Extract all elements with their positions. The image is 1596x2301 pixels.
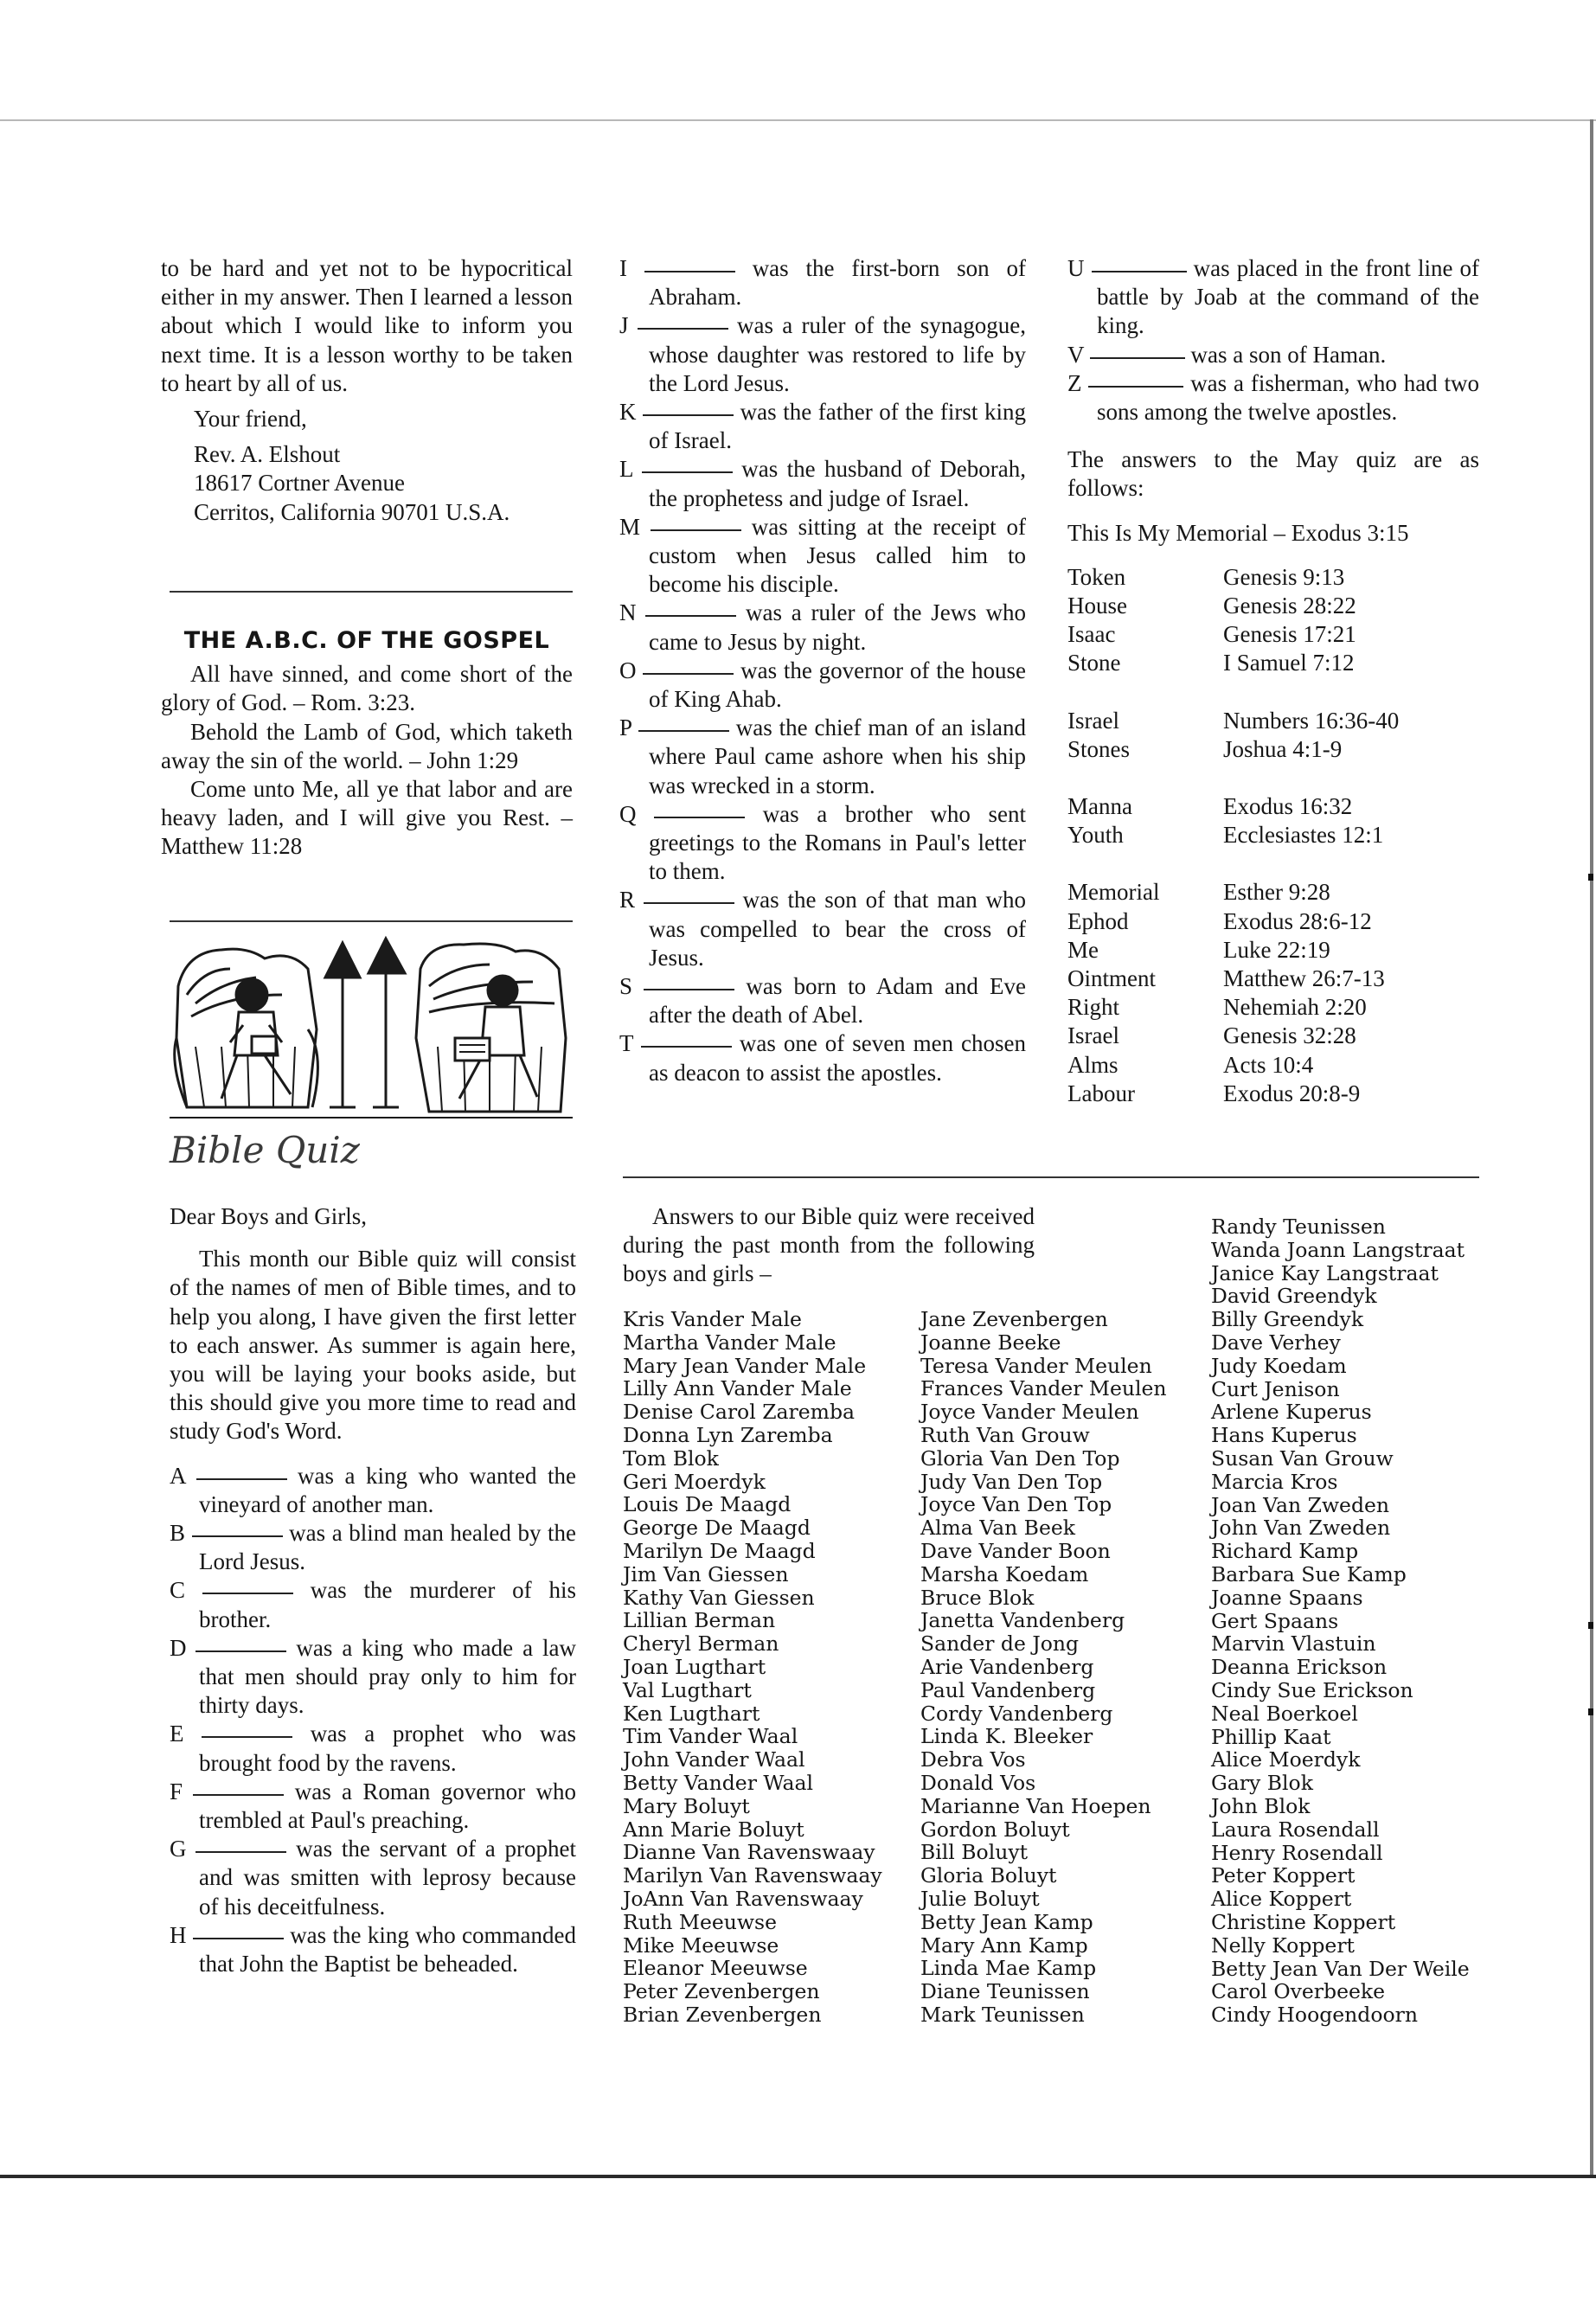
list-item: Curt Jenison bbox=[1211, 1376, 1340, 1401]
list-item: Kris Vander Male bbox=[623, 1307, 802, 1331]
quiz-questions-i-t bbox=[619, 254, 1026, 1087]
quiz-question bbox=[619, 886, 1026, 972]
list-item: Linda Mae Kamp bbox=[920, 1956, 1097, 1981]
question-letter: L bbox=[619, 456, 633, 483]
list-item: Bruce Blok bbox=[920, 1585, 1035, 1610]
question-text: was a son of Haman. bbox=[1190, 341, 1387, 368]
answer-blank bbox=[638, 730, 729, 732]
answer-row bbox=[1067, 1080, 1399, 1108]
quiz-question bbox=[619, 455, 1026, 512]
quiz-question bbox=[1067, 254, 1479, 341]
quiz-question bbox=[1067, 369, 1479, 426]
question-letter: Z bbox=[1067, 369, 1082, 396]
may-answers-heading: This Is My Memorial – Exodus 3:15 bbox=[1067, 519, 1409, 546]
list-item: Mary Jean Vander Male bbox=[623, 1353, 867, 1378]
list-item: Eleanor Meeuwse bbox=[623, 1956, 808, 1981]
quiz-question bbox=[170, 1519, 576, 1576]
letter-signer: Rev. A. Elshout bbox=[194, 441, 341, 468]
question-letter: D bbox=[170, 1634, 187, 1661]
answer-blank bbox=[644, 271, 735, 272]
list-item: Susan Van Grouw bbox=[1211, 1445, 1394, 1471]
list-item: Teresa Vander Meulen bbox=[920, 1353, 1152, 1378]
answer-blank bbox=[202, 1736, 292, 1738]
list-item: Jane Zevenbergen bbox=[920, 1307, 1108, 1331]
quiz-greeting: Dear Boys and Girls, bbox=[170, 1203, 367, 1229]
quiz-question bbox=[619, 800, 1026, 887]
list-item: John Van Zweden bbox=[1211, 1516, 1391, 1541]
answer-row bbox=[1067, 936, 1399, 965]
quiz-intro-column bbox=[170, 1202, 576, 1978]
question-text: was a king who wanted the vineyard of another man. bbox=[199, 1462, 577, 1517]
answer-blank bbox=[202, 1593, 293, 1594]
answer-blank bbox=[195, 1650, 286, 1652]
answer-blank bbox=[641, 1046, 732, 1048]
list-item: Betty Jean Kamp bbox=[920, 1909, 1093, 1934]
margin-mark bbox=[1588, 874, 1593, 881]
list-item: Peter Koppert bbox=[1211, 1863, 1356, 1888]
list-item: Nelly Koppert bbox=[1211, 1932, 1355, 1958]
answer-row bbox=[1067, 620, 1399, 649]
list-item: Julie Boluyt bbox=[920, 1886, 1040, 1911]
letter-street: 18617 Cortner Avenue bbox=[194, 470, 405, 497]
received-intro-block bbox=[623, 1202, 1035, 1289]
question-text: was the king who commanded that John the Baptist be beheaded. bbox=[199, 1921, 576, 1977]
question-letter: A bbox=[170, 1462, 186, 1489]
question-text: was a fisherman, who had two sons among the twelve apostles. bbox=[1097, 369, 1480, 426]
list-item: Laura Rosendall bbox=[1211, 1817, 1380, 1842]
answer-row bbox=[1067, 878, 1399, 907]
received-intro: Answers to our Bible quiz were received during the past month from the following boys and girls – bbox=[623, 1203, 1035, 1287]
list-item: Phillip Kaat bbox=[1211, 1724, 1331, 1749]
list-item: Val Lugthart bbox=[623, 1677, 752, 1702]
question-letter: Q bbox=[619, 800, 637, 827]
list-item: Ann Marie Boluyt bbox=[623, 1817, 804, 1842]
question-letter: H bbox=[170, 1921, 187, 1948]
answer-blank bbox=[193, 1938, 284, 1939]
list-item: Ruth Meeuwse bbox=[623, 1909, 777, 1934]
quiz-question bbox=[170, 1462, 576, 1519]
list-item: Alice Koppert bbox=[1211, 1887, 1352, 1912]
question-text: was the governor of the house of King Ahab. bbox=[649, 657, 1026, 713]
received-names-col2 bbox=[920, 1308, 1206, 2027]
list-item: Gloria Van Den Top bbox=[920, 1445, 1120, 1471]
abc-verse: Come unto Me, all ye that labor and are heavy laden, and I will give you Rest. – Matthew 11:28 bbox=[161, 776, 573, 860]
list-item: Mary Boluyt bbox=[623, 1793, 750, 1818]
list-item: Judy Koedam bbox=[1211, 1353, 1347, 1378]
answer-row bbox=[1067, 1022, 1399, 1050]
list-item: Gordon Boluyt bbox=[920, 1817, 1070, 1842]
list-item: Joanne Spaans bbox=[1211, 1585, 1363, 1610]
list-item: Janice Kay Langstraat bbox=[1211, 1260, 1439, 1285]
list-item: Sander de Jong bbox=[920, 1631, 1080, 1657]
question-letter: P bbox=[619, 715, 632, 741]
list-item: Marianne Van Hoepen bbox=[920, 1793, 1151, 1818]
answer-word: Youth bbox=[1067, 822, 1124, 849]
bible-quiz-caption: Bible Quiz bbox=[170, 1129, 360, 1171]
question-text: was sitting at the receipt of custom when Jesus called him to become his disciple. bbox=[649, 513, 1027, 598]
list-item: Dave Vander Boon bbox=[920, 1538, 1111, 1563]
question-letter: E bbox=[170, 1721, 184, 1747]
list-item: Paul Vandenberg bbox=[920, 1677, 1096, 1702]
answer-row bbox=[1067, 821, 1399, 849]
answer-row bbox=[1067, 792, 1399, 821]
answer-blank bbox=[1092, 271, 1187, 272]
question-letter: U bbox=[1067, 255, 1085, 281]
question-text: was the first-born son of Abraham. bbox=[649, 255, 1027, 311]
answer-blank bbox=[1090, 357, 1185, 359]
abc-verse: All have sinned, and come short of the glory of God. – Rom. 3:23. bbox=[161, 661, 573, 716]
list-item: Dave Verhey bbox=[1211, 1330, 1341, 1355]
quiz-questions-a-h bbox=[170, 1462, 576, 1979]
answer-ref: Acts 10:4 bbox=[1223, 1051, 1314, 1078]
question-letter: T bbox=[619, 1030, 634, 1057]
answer-word: Memorial bbox=[1067, 879, 1160, 906]
list-item: Billy Greendyk bbox=[1211, 1307, 1364, 1332]
list-item: Linda K. Bleeker bbox=[920, 1724, 1093, 1749]
answer-ref: Exodus 28:6-12 bbox=[1223, 907, 1372, 934]
answer-word: Alms bbox=[1067, 1051, 1118, 1078]
answer-ref: Luke 22:19 bbox=[1223, 936, 1330, 963]
answer-blank bbox=[638, 328, 728, 330]
page-right-edge bbox=[1590, 119, 1593, 2178]
answer-word: Me bbox=[1067, 936, 1099, 963]
letter-end-text: to be hard and yet not to be hypocritical either in my answer. Then I learned a lesson about which I would like to inform you next time. It is a lesson worthy to be taken to heart by all of us. bbox=[161, 255, 573, 396]
list-item: Brian Zevenbergen bbox=[623, 2002, 822, 2027]
question-letter: V bbox=[1067, 341, 1085, 368]
list-item: Richard Kamp bbox=[1211, 1539, 1359, 1564]
list-item: Hans Kuperus bbox=[1211, 1423, 1357, 1448]
page-top-edge bbox=[0, 119, 1596, 121]
question-text: was the son of that man who was compelled to bear the cross of Jesus. bbox=[649, 887, 1027, 971]
list-item: Kathy Van Giessen bbox=[623, 1585, 815, 1610]
list-item: Joan Van Zweden bbox=[1211, 1492, 1390, 1517]
question-text: was a king who made a law that men should pray only to him for thirty days. bbox=[199, 1634, 577, 1719]
children-reading-illustration bbox=[170, 934, 573, 1133]
answer-ref: Joshua 4:1-9 bbox=[1223, 735, 1343, 762]
list-item: Gary Blok bbox=[1211, 1771, 1313, 1796]
divider bbox=[170, 920, 573, 922]
list-item: Marilyn Van Ravenswaay bbox=[623, 1863, 882, 1888]
answer-blank bbox=[1088, 386, 1183, 388]
letter-signature bbox=[161, 405, 573, 527]
list-item: Tim Vander Waal bbox=[623, 1724, 798, 1749]
list-item: Joyce Van Den Top bbox=[920, 1492, 1112, 1517]
abc-verse: Behold the Lamb of God, which taketh away the sin of the world. – John 1:29 bbox=[161, 718, 573, 773]
list-item: Marsha Koedam bbox=[920, 1561, 1089, 1586]
question-letter: R bbox=[619, 887, 636, 913]
list-item: Christine Koppert bbox=[1211, 1909, 1396, 1934]
list-item: Tom Blok bbox=[623, 1445, 719, 1471]
may-answers-intro: The answers to the May quiz are as follows: bbox=[1067, 446, 1479, 502]
quiz-question bbox=[170, 1576, 576, 1633]
list-item: Gloria Boluyt bbox=[920, 1863, 1057, 1888]
answer-blank bbox=[645, 615, 736, 617]
list-item: Geri Moerdyk bbox=[623, 1469, 766, 1494]
list-item: Joan Lugthart bbox=[623, 1654, 766, 1679]
question-letter: F bbox=[170, 1778, 183, 1804]
list-item: Joyce Vander Meulen bbox=[920, 1400, 1139, 1425]
list-item: Joanne Beeke bbox=[920, 1330, 1061, 1355]
answer-word: Stone bbox=[1067, 650, 1121, 676]
list-item: Cindy Sue Erickson bbox=[1211, 1677, 1413, 1702]
quiz-questions-u-z bbox=[1067, 254, 1479, 1108]
list-item: George De Maagd bbox=[623, 1516, 811, 1541]
received-names-col1 bbox=[623, 1308, 908, 2027]
list-item: Arlene Kuperus bbox=[1211, 1400, 1372, 1425]
list-item: Peter Zevenbergen bbox=[623, 1979, 820, 2004]
list-item: Betty Jean Van Der Weile bbox=[1211, 1956, 1470, 1981]
question-text: was placed in the front line of battle by Joab at the command of the king. bbox=[1097, 255, 1479, 339]
answer-row bbox=[1067, 707, 1399, 735]
quiz-question bbox=[619, 311, 1026, 398]
letter-column bbox=[161, 254, 573, 527]
question-text: was one of seven men chosen as deacon to assist the apostles. bbox=[649, 1030, 1027, 1086]
list-item: Deanna Erickson bbox=[1211, 1655, 1388, 1680]
list-item: Louis De Maagd bbox=[623, 1492, 792, 1517]
abc-section bbox=[161, 626, 573, 862]
quiz-question bbox=[1067, 341, 1479, 369]
answer-word: Isaac bbox=[1067, 621, 1116, 648]
list-item: Randy Teunissen bbox=[1211, 1215, 1386, 1239]
list-item: Jim Van Giessen bbox=[623, 1561, 789, 1586]
may-answers-table bbox=[1067, 563, 1399, 1108]
list-item: Martha Vander Male bbox=[623, 1330, 836, 1355]
question-letter: B bbox=[170, 1520, 186, 1547]
list-item: JoAnn Van Ravenswaay bbox=[623, 1886, 863, 1911]
question-letter: O bbox=[619, 657, 637, 683]
answer-row bbox=[1067, 993, 1399, 1022]
question-letter: S bbox=[619, 973, 633, 1000]
letter-city: Cerritos, California 90701 U.S.A. bbox=[194, 498, 510, 525]
answer-word: Ephod bbox=[1067, 907, 1129, 934]
quiz-question bbox=[619, 714, 1026, 800]
list-item: Arie Vandenberg bbox=[920, 1654, 1094, 1679]
answer-blank bbox=[642, 471, 733, 473]
list-item: Barbara Sue Kamp bbox=[1211, 1561, 1407, 1586]
list-item: Alma Van Beek bbox=[920, 1516, 1076, 1541]
list-item: Diane Teunissen bbox=[920, 1979, 1090, 2004]
answer-word: Israel bbox=[1067, 1022, 1119, 1049]
question-letter: N bbox=[619, 599, 637, 626]
answer-blank bbox=[644, 902, 734, 904]
answer-row bbox=[1067, 907, 1399, 936]
answer-ref: Genesis 9:13 bbox=[1223, 563, 1345, 590]
margin-mark bbox=[1588, 1622, 1593, 1629]
quiz-question bbox=[170, 1778, 576, 1835]
list-item: Mike Meeuwse bbox=[623, 1932, 779, 1958]
answer-row bbox=[1067, 1051, 1399, 1080]
list-item: Lilly Ann Vander Male bbox=[623, 1376, 852, 1401]
quiz-question bbox=[619, 599, 1026, 656]
list-item: Donald Vos bbox=[920, 1770, 1036, 1795]
quiz-question bbox=[170, 1634, 576, 1721]
list-item: Wanda Joann Langstraat bbox=[1211, 1237, 1465, 1262]
answer-ref: Exodus 16:32 bbox=[1223, 793, 1353, 820]
answer-word: Token bbox=[1067, 563, 1126, 590]
question-letter: C bbox=[170, 1577, 186, 1604]
answer-row bbox=[1067, 735, 1399, 764]
answer-ref: I Samuel 7:12 bbox=[1223, 650, 1355, 676]
question-text: was a ruler of the Jews who came to Jesus by night. bbox=[649, 599, 1027, 655]
answer-word: Manna bbox=[1067, 793, 1132, 820]
quiz-question bbox=[170, 1835, 576, 1921]
list-item: Carol Overbeeke bbox=[1211, 1979, 1386, 2004]
answer-row bbox=[1067, 563, 1399, 592]
quiz-question bbox=[619, 657, 1026, 714]
list-item: Bill Boluyt bbox=[920, 1840, 1029, 1865]
quiz-question bbox=[619, 254, 1026, 311]
list-item: Marvin Vlastuin bbox=[1211, 1631, 1376, 1657]
answer-ref: Exodus 20:8-9 bbox=[1223, 1080, 1361, 1106]
answer-blank bbox=[643, 414, 734, 416]
list-item: Marcia Kros bbox=[1211, 1469, 1338, 1494]
list-item: Dianne Van Ravenswaay bbox=[623, 1840, 875, 1865]
answer-blank bbox=[654, 817, 745, 818]
list-item: John Blok bbox=[1211, 1793, 1311, 1818]
answer-row bbox=[1067, 965, 1399, 993]
list-item: Marilyn De Maagd bbox=[623, 1538, 816, 1563]
question-text: was the father of the first king of Israel. bbox=[649, 399, 1026, 454]
list-item: Judy Van Den Top bbox=[920, 1469, 1103, 1494]
answer-ref: Ecclesiastes 12:1 bbox=[1223, 822, 1384, 849]
list-item: Cindy Hoogendoorn bbox=[1211, 2003, 1419, 2028]
question-text: was born to Adam and Eve after the death of Abel. bbox=[649, 973, 1027, 1029]
quiz-question bbox=[619, 972, 1026, 1029]
answer-ref: Genesis 32:28 bbox=[1223, 1022, 1356, 1049]
divider bbox=[623, 1176, 1479, 1178]
list-item: Denise Carol Zaremba bbox=[623, 1400, 856, 1425]
answer-ref: Nehemiah 2:20 bbox=[1223, 994, 1367, 1021]
answer-word: Right bbox=[1067, 994, 1120, 1021]
list-item: Gert Spaans bbox=[1211, 1608, 1339, 1633]
quiz-question bbox=[170, 1720, 576, 1777]
question-text: was the chief man of an island where Paul came ashore when his ship was wrecked in a storm. bbox=[649, 715, 1027, 798]
margin-mark bbox=[1588, 1708, 1593, 1715]
list-item: John Vander Waal bbox=[623, 1747, 805, 1772]
question-letter: M bbox=[619, 513, 641, 540]
letter-closing: Your friend, bbox=[194, 406, 307, 433]
list-item: Mary Ann Kamp bbox=[920, 1932, 1088, 1958]
question-text: was a Roman governor who trembled at Paul's preaching. bbox=[199, 1778, 577, 1834]
answer-ref: Matthew 26:7-13 bbox=[1223, 965, 1385, 992]
list-item: Cordy Vandenberg bbox=[920, 1701, 1113, 1726]
question-text: was a ruler of the synagogue, whose daughter was restored to life by the Lord Jesus. bbox=[649, 312, 1026, 396]
answer-blank bbox=[651, 529, 741, 531]
list-item: Alice Moerdyk bbox=[1211, 1747, 1361, 1772]
abc-title: THE A.B.C. OF THE GOSPEL bbox=[183, 627, 550, 654]
received-names-col3 bbox=[1211, 1215, 1505, 2027]
list-item: Ruth Van Grouw bbox=[920, 1422, 1090, 1447]
answer-blank bbox=[193, 1794, 284, 1796]
answer-word: Israel bbox=[1067, 707, 1119, 734]
answer-row bbox=[1067, 592, 1399, 620]
answer-word: House bbox=[1067, 593, 1127, 619]
answer-blank bbox=[196, 1478, 287, 1480]
page-bottom-edge bbox=[0, 2175, 1596, 2178]
answer-word: Stones bbox=[1067, 735, 1131, 762]
quiz-intro: This month our Bible quiz will consist of the names of men of Bible times, and to help you along, I have given the first letter to each answer. As summer is again here, you will be laying your books aside, but this should give you more time to read and study God's Word. bbox=[170, 1246, 576, 1445]
divider bbox=[170, 591, 573, 593]
quiz-question bbox=[619, 513, 1026, 599]
question-text: was the murderer of his brother. bbox=[199, 1577, 576, 1632]
question-letter: I bbox=[619, 255, 627, 281]
answer-word: Labour bbox=[1067, 1080, 1135, 1106]
answer-ref: Esther 9:28 bbox=[1223, 879, 1330, 906]
answer-row bbox=[1067, 649, 1399, 677]
list-item: Betty Vander Waal bbox=[623, 1770, 814, 1795]
list-item: Debra Vos bbox=[920, 1747, 1026, 1772]
list-item: Ken Lugthart bbox=[623, 1701, 760, 1726]
question-letter: G bbox=[170, 1836, 187, 1862]
list-item: Janetta Vandenberg bbox=[920, 1608, 1125, 1633]
list-item: Lillian Berman bbox=[623, 1608, 776, 1633]
question-text: was a prophet who was brought food by the ravens. bbox=[199, 1721, 576, 1776]
list-item: Frances Vander Meulen bbox=[920, 1376, 1167, 1401]
list-item: Mark Teunissen bbox=[920, 2002, 1085, 2027]
question-letter: K bbox=[619, 399, 637, 426]
answer-ref: Genesis 17:21 bbox=[1223, 621, 1356, 648]
answer-ref: Numbers 16:36-40 bbox=[1223, 707, 1400, 734]
quiz-question bbox=[619, 1029, 1026, 1086]
answer-blank bbox=[195, 1851, 286, 1853]
list-item: Cheryl Berman bbox=[623, 1631, 779, 1657]
list-item: Neal Boerkoel bbox=[1211, 1701, 1358, 1726]
answer-blank bbox=[643, 673, 734, 675]
list-item: Henry Rosendall bbox=[1211, 1840, 1383, 1865]
list-item: David Greendyk bbox=[1211, 1284, 1377, 1309]
answer-word: Ointment bbox=[1067, 965, 1156, 992]
question-letter: J bbox=[619, 312, 629, 339]
quiz-question bbox=[619, 398, 1026, 455]
answer-blank bbox=[192, 1535, 283, 1537]
question-text: was the servant of a prophet and was smitten with leprosy because of his deceitfulness. bbox=[199, 1836, 577, 1920]
question-text: was the husband of Deborah, the prophetess and judge of Israel. bbox=[649, 456, 1026, 511]
question-text: was a brother who sent greetings to the Romans in Paul's letter to them. bbox=[649, 800, 1026, 885]
list-item: Donna Lyn Zaremba bbox=[623, 1422, 833, 1447]
answer-ref: Genesis 28:22 bbox=[1223, 593, 1356, 619]
question-text: was a blind man healed by the Lord Jesus. bbox=[199, 1520, 577, 1575]
answer-blank bbox=[644, 989, 734, 990]
quiz-question bbox=[170, 1921, 576, 1978]
